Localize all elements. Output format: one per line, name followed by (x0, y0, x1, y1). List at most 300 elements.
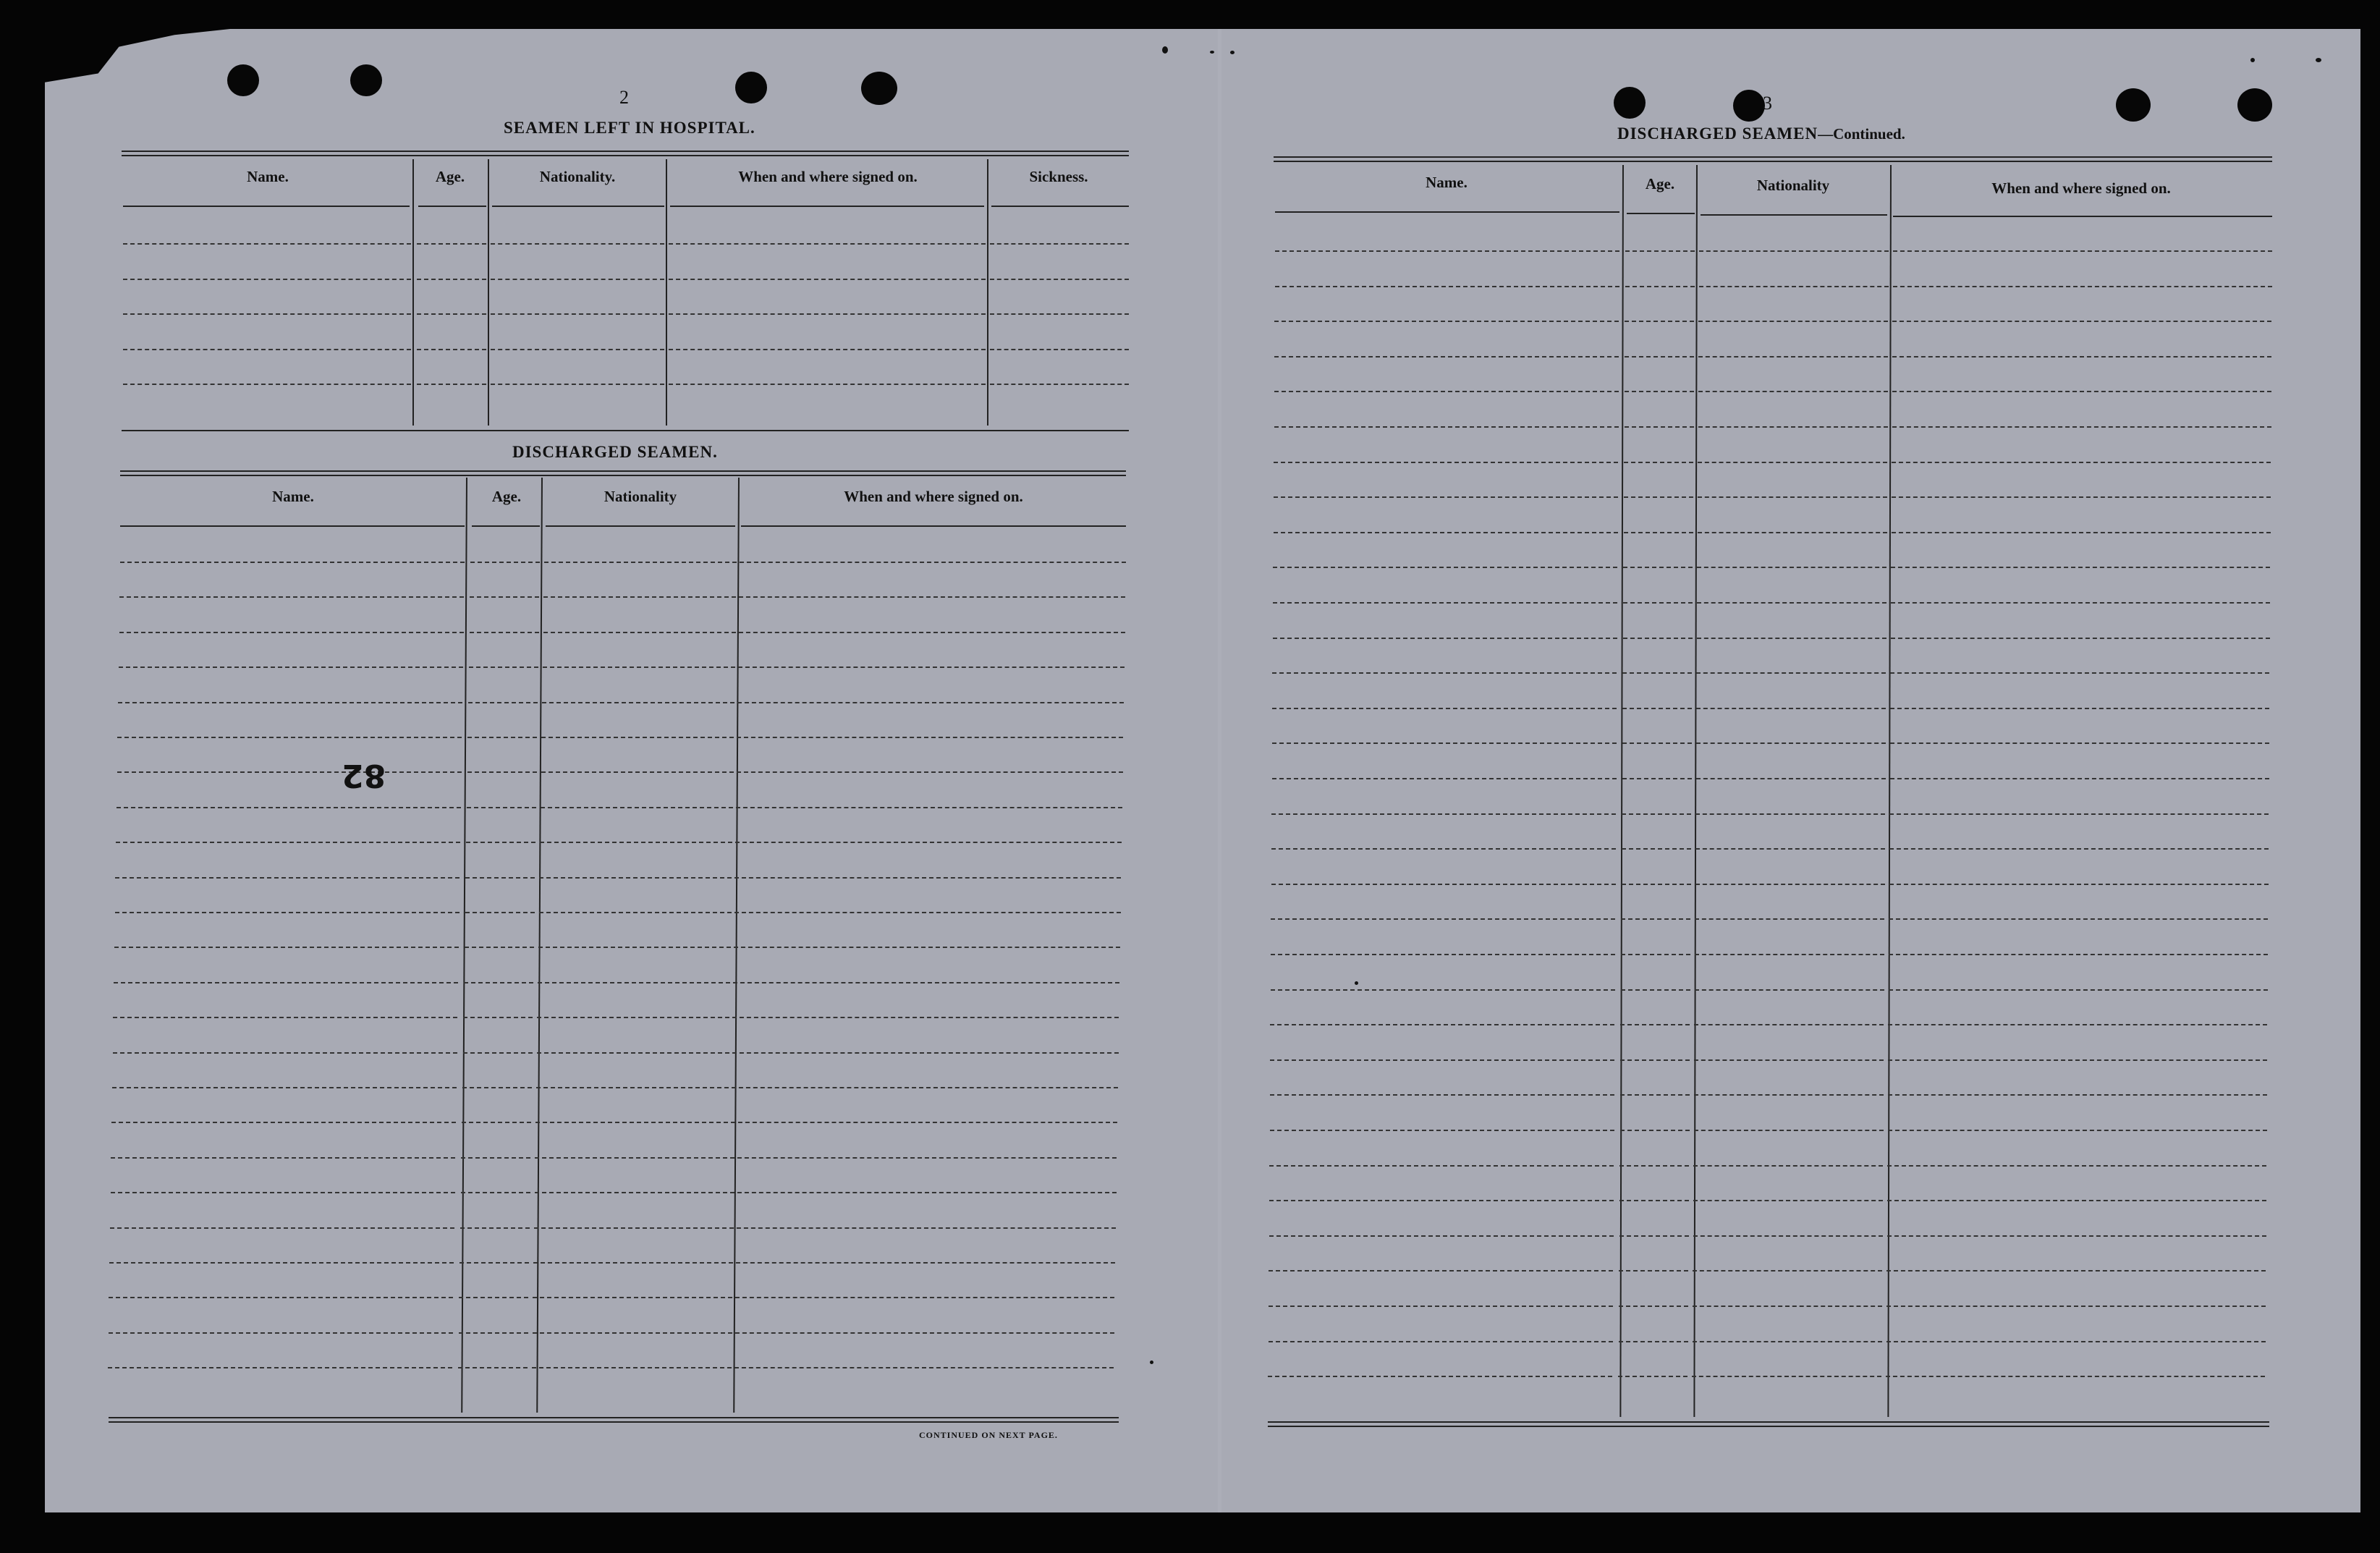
discharged-col-age: Age. (491, 488, 522, 505)
discharged-col-nationality: Nationality (604, 488, 677, 505)
right-bottom-rule (1268, 1426, 2269, 1427)
ruled-entry-line (538, 982, 730, 983)
ruled-entry-line (1269, 1341, 1613, 1342)
right-title-main: DISCHARGED SEAMEN (1617, 124, 1818, 143)
ruled-entry-line (115, 912, 460, 913)
ruled-entry-line (534, 1227, 727, 1229)
punch-hole (350, 64, 382, 96)
ruled-entry-line (730, 1157, 1117, 1159)
ruled-entry-line (734, 947, 1120, 948)
ruled-entry-line (1886, 1341, 2266, 1342)
ruled-entry-line (1698, 356, 1888, 357)
ruled-entry-line (1622, 848, 1691, 850)
ruled-entry-line (1693, 1306, 1882, 1307)
hospital-header-rule (991, 206, 1129, 207)
ruled-entry-line (732, 1052, 1119, 1054)
ruled-entry-line (729, 1227, 1116, 1229)
ruled-entry-line (1621, 954, 1690, 955)
page-fold (1218, 29, 1221, 1512)
ruled-entry-line (1274, 356, 1619, 357)
ruled-entry-line (541, 737, 734, 738)
ruled-entry-line (542, 702, 734, 703)
ruled-entry-line (1892, 391, 2271, 392)
ruled-entry-line (728, 1332, 1114, 1334)
ruled-entry-line (1274, 462, 1618, 463)
ruled-entry-line (114, 982, 458, 983)
ruled-entry-line (737, 737, 1123, 738)
ruled-entry-line (543, 667, 735, 668)
ruled-entry-line (1892, 356, 2271, 357)
ruled-entry-line (465, 912, 535, 913)
ink-speck (1150, 1361, 1153, 1364)
ruled-entry-line (1270, 1024, 1614, 1025)
handwritten-mark: 82 (342, 757, 386, 794)
ruled-entry-line (732, 1017, 1119, 1018)
ruled-entry-line (1620, 1024, 1690, 1025)
ruled-entry-line (739, 632, 1125, 633)
punch-hole (227, 64, 259, 96)
ruled-entry-line (544, 562, 737, 563)
ruled-entry-line (543, 596, 736, 598)
ruled-entry-line (117, 771, 462, 773)
ruled-entry-line (1270, 1094, 1614, 1096)
ink-speck (1230, 51, 1235, 54)
ruled-entry-line (1622, 884, 1691, 885)
ruled-entry-line (1891, 602, 2270, 604)
discharged-section-title: DISCHARGED SEAMEN. (512, 443, 718, 461)
ruled-entry-line (1619, 1341, 1688, 1342)
ruled-entry-line (1886, 1270, 2266, 1271)
hospital-col-signed-on: When and where signed on. (738, 168, 918, 185)
ruled-entry-line (1698, 321, 1888, 322)
ruled-entry-line (1695, 954, 1884, 955)
hospital-col-nationality: Nationality. (539, 168, 616, 185)
ruled-entry-line (1625, 250, 1695, 252)
ruled-entry-line (1889, 813, 2269, 815)
ruled-entry-line (1273, 602, 1617, 604)
ruled-entry-line (1889, 848, 2269, 850)
ruled-entry-line (1269, 1235, 1614, 1237)
ruled-entry-line (1621, 918, 1690, 920)
ruled-entry-line (1622, 708, 1692, 709)
ruled-entry-line (1624, 496, 1693, 498)
ruled-entry-line (461, 1157, 530, 1159)
ruled-entry-line (536, 1087, 729, 1088)
ruled-entry-line (737, 771, 1123, 773)
ruled-entry-line (120, 562, 465, 563)
ruled-entry-line (1619, 1270, 1688, 1271)
ruled-entry-line (1275, 250, 1619, 252)
ruled-entry-line (470, 562, 540, 563)
ruled-entry-line (1893, 250, 2272, 252)
ruled-entry-line (1892, 321, 2271, 322)
continued-footer: CONTINUED ON NEXT PAGE. (919, 1430, 1058, 1440)
hospital-col-divider (488, 159, 489, 426)
ruled-entry-line (1696, 672, 1886, 674)
page-number-left: 2 (619, 87, 629, 108)
ruled-entry-line (1620, 1130, 1690, 1131)
ruled-entry-line (1271, 954, 1615, 955)
ruled-entry-line (1892, 426, 2271, 428)
hospital-top-rule (122, 155, 1129, 156)
ruled-entry-line (1270, 1059, 1614, 1061)
ruled-entry-line (469, 667, 538, 668)
ruled-entry-line (1274, 496, 1618, 498)
ruled-entry-line (417, 313, 486, 315)
hospital-col-name: Name. (247, 168, 289, 185)
ruled-entry-line (491, 384, 664, 385)
hospital-col-divider (987, 159, 988, 426)
ruled-entry-line (1619, 1165, 1689, 1167)
ruled-entry-line (1699, 250, 1889, 252)
discharged-bottom-rule (109, 1421, 1119, 1423)
ruled-entry-line (669, 313, 986, 315)
ruled-entry-line (740, 562, 1126, 563)
ruled-entry-line (1888, 1130, 2267, 1131)
ruled-entry-line (1271, 848, 1616, 850)
ruled-entry-line (1887, 1165, 2266, 1167)
ruled-entry-line (1693, 1165, 1883, 1167)
ruled-entry-line (541, 771, 734, 773)
ruled-entry-line (1619, 1306, 1688, 1307)
discharged-col-name: Name. (272, 488, 314, 505)
ruled-entry-line (537, 1017, 729, 1018)
hospital-col-divider (666, 159, 667, 426)
ruled-entry-line (669, 349, 986, 350)
ruled-entry-line (417, 384, 486, 385)
ruled-entry-line (1889, 884, 2269, 885)
ruled-entry-line (467, 737, 537, 738)
discharged-header-rule (741, 525, 1126, 527)
ruled-entry-line (1892, 496, 2271, 498)
ruled-entry-line (1623, 602, 1693, 604)
ruled-entry-line (460, 1227, 530, 1229)
right-col-nationality: Nationality (1756, 177, 1830, 194)
ruled-entry-line (123, 243, 411, 245)
ruled-entry-line (734, 912, 1121, 913)
punch-hole (1614, 87, 1646, 119)
right-header-rule (1893, 216, 2272, 217)
ruled-entry-line (1620, 1094, 1690, 1096)
ruled-entry-line (468, 702, 538, 703)
ruled-entry-line (735, 842, 1122, 843)
ruled-entry-line (491, 313, 664, 315)
ruled-entry-line (1269, 1200, 1614, 1201)
punch-hole (1733, 90, 1765, 122)
ruled-entry-line (990, 313, 1129, 315)
ruled-entry-line (1272, 672, 1617, 674)
ruled-entry-line (464, 982, 533, 983)
ruled-entry-line (728, 1297, 1114, 1298)
ink-speck (1210, 51, 1214, 54)
ruled-entry-line (1625, 426, 1694, 428)
ruled-entry-line (669, 243, 986, 245)
ruled-entry-line (117, 807, 461, 808)
ruled-entry-line (417, 243, 486, 245)
ruled-entry-line (1698, 426, 1888, 428)
punch-hole (2116, 88, 2151, 122)
ruled-entry-line (540, 842, 732, 843)
punch-hole (735, 72, 767, 103)
hospital-header-rule (123, 206, 410, 207)
ruled-entry-line (112, 1087, 457, 1088)
ruled-entry-line (1694, 1130, 1884, 1131)
ruled-entry-line (116, 842, 460, 843)
ruled-entry-line (533, 1297, 725, 1298)
ruled-entry-line (1887, 1200, 2266, 1201)
ruled-entry-line (532, 1367, 724, 1368)
ruled-entry-line (990, 279, 1129, 280)
ruled-entry-line (1275, 286, 1619, 287)
ruled-entry-line (737, 702, 1124, 703)
ruled-entry-line (467, 807, 536, 808)
ruled-entry-line (1892, 532, 2271, 533)
ruled-entry-line (543, 632, 736, 633)
ruled-entry-line (1886, 1376, 2265, 1377)
ruled-entry-line (1695, 884, 1885, 885)
ruled-entry-line (1892, 462, 2271, 463)
ruled-entry-line (459, 1297, 528, 1298)
hospital-bottom-rule (122, 430, 1129, 431)
ruled-entry-line (1271, 918, 1615, 920)
ruled-entry-line (1622, 813, 1691, 815)
ruled-entry-line (1623, 638, 1693, 639)
ruled-entry-line (465, 877, 535, 879)
ruled-entry-line (119, 667, 463, 668)
ruled-entry-line (1618, 1376, 1687, 1377)
ruled-entry-line (1695, 848, 1885, 850)
ruled-entry-line (1625, 391, 1694, 392)
ruled-entry-line (110, 1227, 454, 1229)
ruled-entry-line (1621, 989, 1690, 991)
ruled-entry-line (114, 947, 459, 948)
ruled-entry-line (669, 279, 986, 280)
ruled-entry-line (463, 1052, 533, 1054)
ruled-entry-line (458, 1367, 528, 1368)
ruled-entry-line (123, 279, 411, 280)
right-top-rule (1274, 161, 2272, 162)
ruled-entry-line (1622, 778, 1692, 779)
ruled-entry-line (729, 1262, 1115, 1264)
ruled-entry-line (1697, 567, 1886, 568)
ruled-entry-line (108, 1367, 452, 1368)
ruled-entry-line (1888, 1024, 2267, 1025)
ruled-entry-line (1625, 321, 1694, 322)
ruled-entry-line (1624, 462, 1693, 463)
ruled-entry-line (491, 243, 664, 245)
ruled-entry-line (1271, 884, 1616, 885)
ruled-entry-line (417, 279, 486, 280)
ruled-entry-line (1698, 532, 1887, 533)
ruled-entry-line (1889, 954, 2268, 955)
ink-speck (1162, 46, 1168, 54)
ruled-entry-line (1692, 1376, 1881, 1377)
ruled-entry-line (463, 1017, 533, 1018)
ruled-entry-line (1620, 1059, 1690, 1061)
ruled-entry-line (1693, 1341, 1882, 1342)
ruled-entry-line (734, 877, 1121, 879)
ruled-entry-line (1274, 426, 1619, 428)
ruled-entry-line (539, 912, 732, 913)
ruled-entry-line (1272, 742, 1617, 744)
ruled-entry-line (1698, 391, 1888, 392)
ruled-entry-line (1696, 708, 1886, 709)
discharged-col-signed-on: When and where signed on. (844, 488, 1023, 505)
ruled-entry-line (1273, 567, 1617, 568)
discharged-bottom-rule (109, 1417, 1119, 1418)
ruled-entry-line (113, 1017, 457, 1018)
ruled-entry-line (1622, 742, 1692, 744)
ruled-entry-line (1888, 1094, 2267, 1096)
ruled-entry-line (123, 384, 411, 385)
ruled-entry-line (1694, 1024, 1884, 1025)
ruled-entry-line (123, 313, 411, 315)
punch-hole (861, 72, 897, 105)
ruled-entry-line (491, 349, 664, 350)
ruled-entry-line (990, 243, 1129, 245)
page-number-right: 3 (1763, 93, 1772, 114)
ruled-entry-line (119, 596, 464, 598)
punch-hole (2237, 88, 2272, 122)
ruled-entry-line (1694, 1059, 1884, 1061)
ruled-entry-line (1697, 638, 1886, 639)
ruled-entry-line (109, 1297, 453, 1298)
ruled-entry-line (1696, 742, 1886, 744)
ruled-entry-line (1272, 708, 1617, 709)
ruled-entry-line (541, 807, 733, 808)
ruled-entry-line (1270, 1130, 1614, 1131)
ruled-entry-line (1274, 321, 1619, 322)
right-bottom-rule (1268, 1421, 2269, 1423)
ruled-entry-line (1695, 918, 1884, 920)
ruled-entry-line (470, 632, 539, 633)
hospital-header-rule (670, 206, 984, 207)
hospital-col-age: Age. (435, 168, 465, 185)
ruled-entry-line (460, 1262, 529, 1264)
ruled-entry-line (1269, 1306, 1613, 1307)
discharged-top-rule (120, 470, 1126, 472)
ruled-entry-line (533, 1262, 726, 1264)
ruled-entry-line (113, 1052, 457, 1054)
discharged-header-rule (120, 525, 465, 527)
ruled-entry-line (109, 1332, 453, 1334)
ruled-entry-line (465, 947, 534, 948)
ruled-entry-line (1271, 813, 1616, 815)
ruled-entry-line (533, 1332, 725, 1334)
ruled-entry-line (1624, 532, 1693, 533)
ruled-entry-line (732, 1087, 1118, 1088)
ruled-entry-line (738, 667, 1125, 668)
ruled-entry-line (1696, 778, 1886, 779)
ink-speck (2250, 58, 2255, 62)
ruled-entry-line (491, 279, 664, 280)
ruled-entry-line (1274, 532, 1618, 533)
ruled-entry-line (1272, 778, 1617, 779)
hospital-col-divider (412, 159, 414, 426)
hospital-col-sickness: Sickness. (1029, 168, 1088, 185)
ruled-entry-line (1697, 602, 1886, 604)
ruled-entry-line (417, 349, 486, 350)
right-header-rule (1701, 214, 1887, 216)
ruled-entry-line (462, 1087, 532, 1088)
ink-speck (2316, 58, 2321, 62)
ruled-entry-line (1693, 1200, 1883, 1201)
ruled-entry-line (727, 1367, 1114, 1368)
hospital-section-title: SEAMEN LEFT IN HOSPITAL. (504, 119, 755, 137)
ruled-entry-line (1274, 391, 1619, 392)
hospital-header-rule (418, 206, 486, 207)
ruled-entry-line (736, 807, 1122, 808)
ruled-entry-line (1693, 1270, 1882, 1271)
ruled-entry-line (1889, 918, 2268, 920)
ruled-entry-line (1886, 1306, 2266, 1307)
ruled-entry-line (1890, 778, 2269, 779)
right-title-suffix: —Continued. (1818, 125, 1905, 143)
ruled-entry-line (1622, 672, 1692, 674)
ruled-entry-line (1693, 1235, 1883, 1237)
ruled-entry-line (118, 702, 462, 703)
ruled-entry-line (111, 1192, 455, 1193)
ruled-entry-line (115, 877, 460, 879)
ruled-entry-line (1271, 989, 1615, 991)
ruled-entry-line (109, 1262, 454, 1264)
ruled-entry-line (119, 632, 464, 633)
ruled-entry-line (1890, 708, 2269, 709)
ruled-entry-line (669, 384, 986, 385)
discharged-header-rule (546, 525, 735, 527)
ruled-entry-line (1269, 1270, 1613, 1271)
hospital-header-rule (492, 206, 664, 207)
ruled-entry-line (1625, 356, 1694, 357)
ruled-entry-line (739, 596, 1125, 598)
ruled-entry-line (990, 349, 1129, 350)
ruled-entry-line (1890, 742, 2269, 744)
ruled-entry-line (470, 596, 539, 598)
ruled-entry-line (111, 1157, 455, 1159)
ruled-entry-line (459, 1332, 528, 1334)
ruled-entry-line (1887, 1235, 2266, 1237)
ruled-entry-line (123, 349, 411, 350)
ruled-entry-line (1694, 1094, 1884, 1096)
right-col-name: Name. (1426, 174, 1468, 191)
ruled-entry-line (539, 877, 732, 879)
ruled-entry-line (1695, 989, 1884, 991)
ruled-entry-line (117, 737, 462, 738)
ruled-entry-line (111, 1122, 456, 1123)
ruled-entry-line (1891, 567, 2270, 568)
right-header-rule (1627, 213, 1695, 214)
ruled-entry-line (731, 1122, 1117, 1123)
discharged-top-rule (120, 475, 1126, 476)
ruled-entry-line (466, 842, 535, 843)
hospital-top-rule (122, 151, 1129, 152)
ruled-entry-line (1695, 813, 1885, 815)
ruled-entry-line (1891, 638, 2270, 639)
ruled-entry-line (1889, 989, 2268, 991)
ruled-entry-line (1625, 286, 1695, 287)
ruled-entry-line (1268, 1376, 1612, 1377)
ruled-entry-line (1269, 1165, 1614, 1167)
right-header-rule (1275, 211, 1619, 213)
ruled-entry-line (1623, 567, 1693, 568)
ruled-entry-line (1890, 672, 2269, 674)
ruled-entry-line (1273, 638, 1617, 639)
ruled-entry-line (1619, 1200, 1689, 1201)
right-col-age: Age. (1645, 175, 1675, 192)
ruled-entry-line (537, 1052, 729, 1054)
ruled-entry-line (461, 1192, 530, 1193)
ruled-entry-line (990, 384, 1129, 385)
